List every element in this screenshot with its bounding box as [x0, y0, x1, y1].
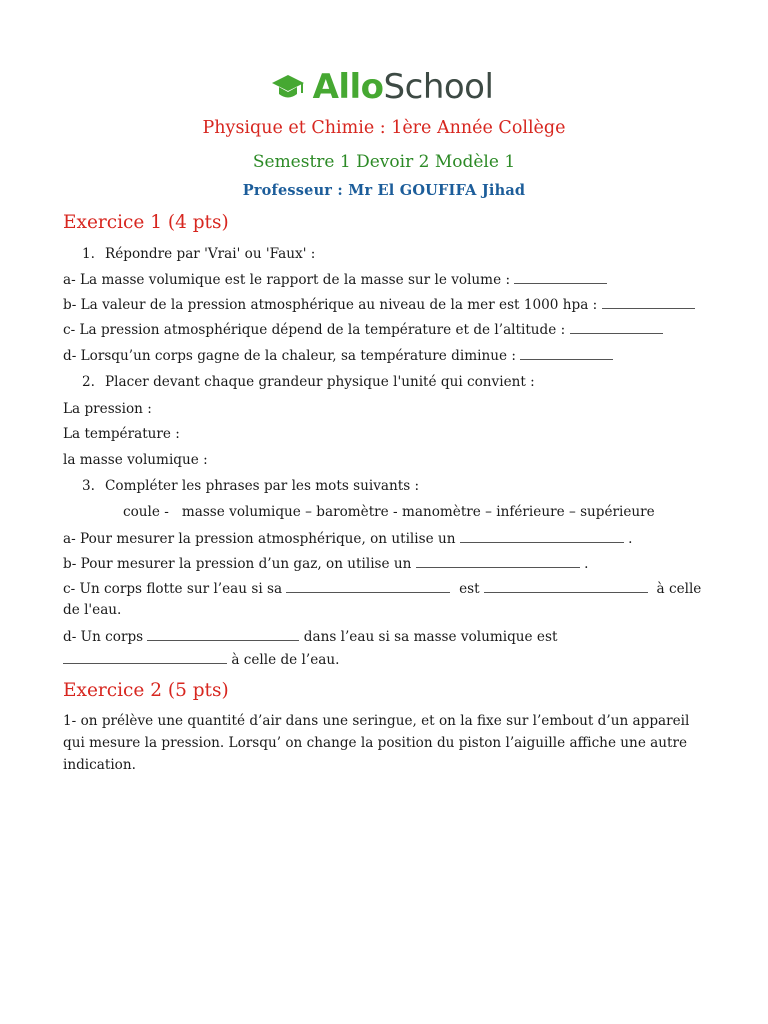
- q3-text: à celle: [656, 581, 702, 597]
- q3-item-a: [63, 529, 632, 548]
- exercise-1-title: Exercice 1 (4 pts): [63, 212, 229, 233]
- q3-text: dans l’eau si sa masse volumique est: [303, 629, 558, 645]
- q3-text: c- Un corps flotte sur l’eau si sa: [63, 581, 283, 597]
- q3-text: a- Pour mesurer la pression atmosphérique, on utilise un: [63, 531, 456, 547]
- q3-item-c: [63, 579, 701, 598]
- question-number: 1.: [82, 246, 95, 262]
- answer-blank[interactable]: [570, 320, 663, 334]
- q3-text: à celle de l’eau.: [231, 652, 340, 668]
- q1-item-b: [63, 295, 695, 314]
- exercise-2-line-3: indication.: [63, 757, 136, 773]
- q3-text: b- Pour mesurer la pression d’un gaz, on utilise un: [63, 556, 412, 572]
- q3-text: est: [459, 581, 480, 597]
- exercise-2-line-1: 1- on prélève une quantité d’air dans une seringue, et on la fixe sur l’embout d’un appareil: [63, 713, 690, 729]
- q1-item-text: d- Lorsqu’un corps gagne de la chaleur, sa température diminue :: [63, 348, 516, 364]
- logo-text: [313, 67, 494, 107]
- logo-text-school: School: [383, 67, 494, 107]
- q3-item-b: [63, 554, 588, 573]
- q3-text: .: [628, 531, 633, 547]
- question-3: [63, 477, 419, 495]
- teacher-name: Professeur : Mr El GOUFIFA Jihad: [242, 182, 526, 199]
- q2-item-density: la masse volumique :: [63, 452, 208, 468]
- exercise-2-title: Exercice 2 (5 pts): [63, 680, 229, 701]
- q3-item-d: [63, 627, 557, 646]
- answer-blank[interactable]: [63, 650, 227, 664]
- answer-blank[interactable]: [520, 346, 613, 360]
- question-number: 3.: [82, 478, 95, 494]
- question-number: 2.: [82, 374, 95, 390]
- alloschool-logo: [0, 66, 768, 108]
- q1-item-d: [63, 346, 613, 365]
- question-1: [63, 245, 315, 263]
- graduation-cap-icon: [271, 72, 305, 102]
- answer-blank[interactable]: [460, 529, 624, 543]
- answer-blank[interactable]: [147, 627, 299, 641]
- word-bank: coule - masse volumique – baromètre - manomètre – inférieure – supérieure: [123, 504, 655, 520]
- answer-blank[interactable]: [514, 270, 607, 284]
- q1-item-text: b- La valeur de la pression atmosphérique au niveau de la mer est 1000 hpa :: [63, 297, 598, 313]
- q3-item-c-continued: de l'eau.: [63, 602, 122, 618]
- question-2: [63, 373, 535, 391]
- q3-text: .: [584, 556, 589, 572]
- logo-text-allo: Allo: [312, 67, 384, 107]
- question-label: Compléter les phrases par les mots suivants :: [105, 478, 420, 494]
- answer-blank[interactable]: [602, 295, 695, 309]
- q1-item-text: a- La masse volumique est le rapport de la masse sur le volume :: [63, 272, 511, 288]
- q3-text: d- Un corps: [63, 629, 144, 645]
- answer-blank[interactable]: [286, 579, 450, 593]
- page-subtitle: Semestre 1 Devoir 2 Modèle 1: [252, 152, 516, 172]
- q2-item-pressure: La pression :: [63, 401, 152, 417]
- q3-item-d-continued: [63, 650, 339, 669]
- q1-item-a: [63, 270, 607, 289]
- exercise-2-line-2: qui mesure la pression. Lorsqu’ on change la position du piston l’aiguille affiche une autre: [63, 735, 688, 751]
- page-title: Physique et Chimie : 1ère Année Collège: [202, 118, 566, 138]
- q2-item-temperature: La température :: [63, 426, 180, 442]
- question-label: Placer devant chaque grandeur physique l'unité qui convient :: [105, 374, 535, 390]
- q1-item-c: [63, 320, 663, 339]
- q1-item-text: c- La pression atmosphérique dépend de la température et de l’altitude :: [63, 322, 566, 338]
- answer-blank[interactable]: [484, 579, 648, 593]
- answer-blank[interactable]: [416, 554, 580, 568]
- question-label: Répondre par 'Vrai' ou 'Faux' :: [105, 246, 316, 262]
